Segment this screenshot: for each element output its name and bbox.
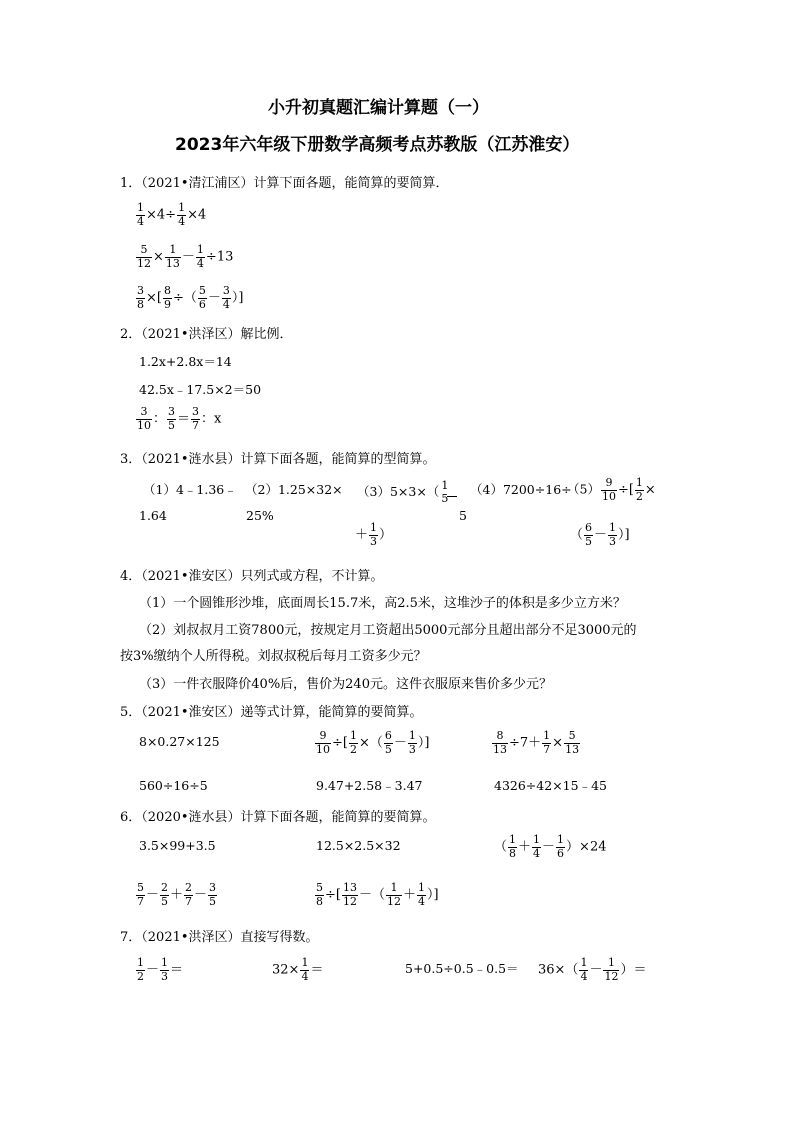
fraction: $\frac{1}{8}$: [509, 833, 517, 860]
q5-expression-1: 8×0.27×125: [139, 734, 220, 749]
q7-expression-1: $\frac{1}{2}$ － $\frac{1}{3}$ ＝: [137, 956, 184, 983]
fraction: 1 5: [441, 479, 449, 505]
q5-expression-6: 4326÷42×15﹣45: [494, 778, 607, 793]
q1-expression-2: $\frac{5}{12}$ × $\frac{1}{13}$ － $\frac{1}{4}$ ÷13: [137, 243, 234, 270]
question-5-header: 5．（2021•淮安区）递等式计算，能简算的要简算。: [120, 705, 423, 720]
q3-part-2-cont: 25%: [246, 508, 274, 523]
q5-expression-5: 9.47+2.58﹣3.47: [316, 778, 423, 793]
q7-expression-4: 36×（ $\frac{1}{4}$ － $\frac{1}{12}$ ）＝: [538, 956, 647, 983]
q2-equation-2: 42.5x﹣17.5×2＝50: [139, 382, 262, 397]
question-2-header: 2．（2021•洪泽区）解比例．: [120, 327, 293, 342]
fraction: $\frac{13}{12}$: [342, 881, 357, 908]
fraction: $\frac{6}{5}$: [384, 729, 392, 756]
question-1-header: 1．（2021•清江浦区）计算下面各题，能简算的要简算．: [120, 176, 449, 191]
q2-equation-1: 1.2x+2.8x＝14: [139, 354, 232, 369]
fraction: $\frac{5}{12}$: [137, 243, 151, 270]
fraction: $\frac{1}{4}$: [178, 201, 186, 228]
fraction: $\frac{8}{13}$: [493, 729, 507, 756]
fraction: $\frac{5}{6}$: [198, 284, 206, 311]
fraction: $\frac{9}{10}$: [601, 476, 616, 503]
fraction: $\frac{2}{7}$: [185, 881, 193, 908]
fraction: $\frac{5}{7}$: [137, 881, 144, 908]
fraction: $\frac{1}{12}$: [604, 956, 619, 983]
q7-expression-2: 32× $\frac{1}{4}$ ＝: [272, 956, 324, 983]
fraction: $\frac{3}{4}$: [222, 284, 230, 311]
q4-line-4: （3）一件衣服降价40%后，售价为240元。这件衣服原来售价多少元？: [139, 677, 552, 692]
fraction: $\frac{1}{4}$: [301, 956, 309, 983]
q3-part-3: （3）5×3×（ 1 5: [357, 479, 449, 505]
q3-part-5-cont: （ $\frac{6}{5}$ － $\frac{1}{3}$ ）]: [570, 521, 630, 548]
question-4-header: 4．（2021•淮安区）只列式或方程，不计算。: [120, 569, 384, 584]
q6-expression-1: 3.5×99+3.5: [139, 838, 216, 853]
fraction: $\frac{2}{5}$: [161, 881, 169, 908]
fraction: $\frac{5}{8}$: [316, 881, 323, 908]
fraction: $\frac{1}{3}$: [609, 521, 617, 548]
q6-expression-2: 12.5×2.5×32: [316, 838, 401, 853]
fraction: $\frac{3}{5}$: [209, 881, 217, 908]
fraction: $\frac{1}{3}$: [408, 729, 416, 756]
fraction: $\frac{3}{7}$: [192, 405, 200, 432]
q1-expression-1: $\frac{1}{4}$ ×4÷ $\frac{1}{4}$ ×4: [137, 201, 207, 228]
page-title: 小升初真题汇编计算题（一）: [268, 98, 489, 118]
q3-part-1: （1）4﹣1.36﹣: [143, 482, 237, 497]
q5-expression-3: $\frac{8}{13}$ ÷7＋ $\frac{1}{7}$ × $\frac{5}{13}$: [493, 729, 580, 756]
fraction: $\frac{6}{5}$: [585, 521, 593, 548]
page-subtitle: 2023年六年级下册数学高频考点苏教版（江苏淮安）: [175, 135, 580, 155]
fraction: $\frac{1}{3}$: [370, 521, 378, 548]
q3-part-3-tail: ＋ $\frac{1}{3}$ ）: [355, 521, 393, 548]
q5-expression-4: 560÷16÷5: [139, 778, 208, 793]
q3-part-5: （5） $\frac{9}{10}$ ÷[ $\frac{1}{2}$ ×: [567, 476, 656, 503]
fraction: $\frac{1}{2}$: [635, 476, 643, 503]
fraction: $\frac{1}{13}$: [165, 243, 180, 270]
fraction: $\frac{3}{5}$: [168, 405, 176, 432]
fraction: $\frac{1}{4}$: [533, 833, 541, 860]
fraction: $\frac{1}{4}$: [137, 201, 144, 228]
fraction: $\frac{1}{3}$: [161, 956, 169, 983]
fraction: $\frac{1}{12}$: [386, 881, 401, 908]
q3-part-2: （2）1.25×32×: [245, 482, 343, 497]
q3-part-1-cont: 1.64: [139, 508, 167, 523]
fraction: $\frac{1}{2}$: [137, 956, 144, 983]
q4-line-1: （1）一个圆锥形沙堆，底面周长15.7米，高2.5米，这堆沙子的体积是多少立方米？: [139, 596, 626, 611]
q4-line-3: 按3%缴纳个人所得税。刘叔叔税后每月工资多少元？: [120, 649, 427, 664]
q5-expression-2: $\frac{9}{10}$ ÷[ $\frac{1}{2}$ ×（ $\frac{6}{5}$ － $\frac{1}{3}$ ）]: [316, 729, 430, 756]
fraction: $\frac{1}{4}$: [418, 881, 425, 908]
q3-part-4: （4）7200÷16÷: [470, 482, 572, 497]
fraction: $\frac{3}{10}$: [137, 405, 151, 432]
q6-expression-4: $\frac{5}{7}$ － $\frac{2}{5}$ ＋ $\frac{2}{7}$ － $\frac{3}{5}$: [137, 881, 217, 908]
question-7-header: 7．（2021•洪泽区）直接写得数。: [120, 930, 319, 945]
q4-line-2: （2）刘叔叔月工资7800元，按规定月工资超出5000元部分且超出部分不足3000元的: [139, 623, 637, 638]
question-3-header: 3．（2021•涟水县）计算下面各题，能简算的型简算。: [120, 452, 436, 467]
q6-expression-3: （ $\frac{1}{8}$ ＋ $\frac{1}{4}$ － $\frac{1}{6}$ ）×24: [494, 833, 607, 860]
fraction: $\frac{3}{8}$: [137, 284, 144, 311]
fraction: $\frac{1}{6}$: [557, 833, 565, 860]
fraction: $\frac{8}{9}$: [163, 284, 171, 311]
q2-equation-3: $\frac{3}{10}$ ： $\frac{3}{5}$ ＝ $\frac{3}{7}$ ：x: [137, 405, 222, 432]
fraction: $\frac{1}{2}$: [349, 729, 357, 756]
q3-part-3-line: [447, 496, 457, 497]
fraction: $\frac{1}{4}$: [196, 243, 204, 270]
fraction: $\frac{1}{7}$: [543, 729, 551, 756]
q3-part-3-cont: 5: [459, 508, 467, 523]
fraction: $\frac{5}{13}$: [565, 729, 580, 756]
q7-expression-3: 5+0.5÷0.5﹣0.5＝: [405, 961, 519, 976]
question-6-header: 6．（2020•涟水县）计算下面各题，能简算的要简算。: [120, 810, 436, 825]
q6-expression-5: $\frac{5}{8}$ ÷[ $\frac{13}{12}$ －（ $\frac{1}{12}$ ＋ $\frac{1}{4}$ ）]: [316, 881, 439, 908]
fraction: $\frac{9}{10}$: [316, 729, 330, 756]
fraction: $\frac{1}{4}$: [580, 956, 588, 983]
q1-expression-3: $\frac{3}{8}$ ×[ $\frac{8}{9}$ ÷（ $\frac{5}{6}$ － $\frac{3}{4}$ ）]: [137, 284, 244, 311]
